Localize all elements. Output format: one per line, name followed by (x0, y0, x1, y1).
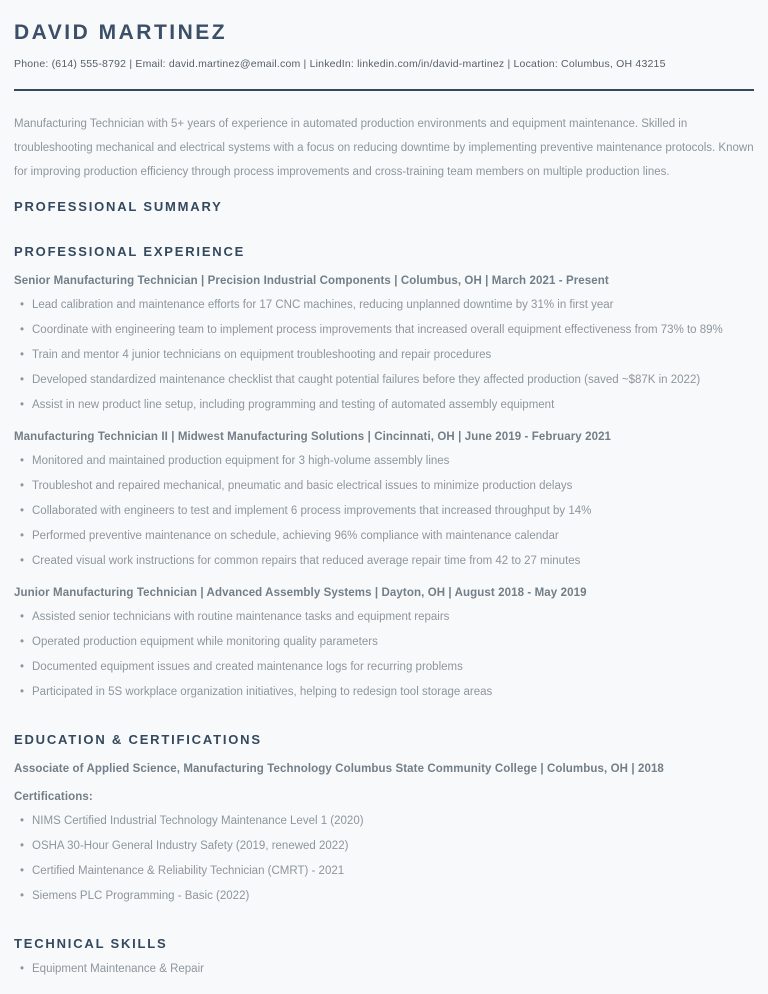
job-title-senior-manufacturing-technician: Senior Manufacturing Technician | Precision Industrial Components | Columbus, OH | March 2021 - Present (14, 275, 609, 287)
job-title-manufacturing-technician-ii: Manufacturing Technician II | Midwest Manufacturing Solutions | Cincinnati, OH | June 2019 - February 2021 (14, 431, 612, 443)
summary-paragraph: Manufacturing Technician with 5+ years of experience in automated production environments and equipment maintenance. Skilled in troubleshooting mechanical and electrical systems with a focus on reducing downtime by implementing preventive maintenance protocols. Known for improving production efficiency through process improvements and cross-training team members on multiple production lines. (14, 118, 754, 178)
certification-item: • Siemens PLC Programming - Basic (2022) (14, 887, 754, 906)
job-bullet: • Coordinate with engineering team to implement process improvements that increased overall equipment effectiveness from 73% to 89% (14, 321, 754, 340)
job-bullet: • Assisted senior technicians with routine maintenance tasks and equipment repairs (14, 608, 754, 627)
job-bullet: • Lead calibration and maintenance efforts for 17 CNC machines, reducing unplanned downtime by 31% in first year (14, 296, 754, 315)
skills-list (14, 960, 754, 979)
section-heading-professional-summary: PROFESSIONAL SUMMARY (14, 199, 223, 214)
job-bullet: • Documented equipment issues and created maintenance logs for recurring problems (14, 658, 754, 677)
job-bullet: • Train and mentor 4 junior technicians on equipment troubleshooting and repair procedures (14, 346, 754, 365)
job-bullet: • Operated production equipment while monitoring quality parameters (14, 633, 754, 652)
header-divider (14, 89, 754, 91)
certifications-list (14, 812, 754, 906)
certification-item: • NIMS Certified Industrial Technology Maintenance Level 1 (2020) (14, 812, 754, 831)
job-bullet: • Assist in new product line setup, including programming and testing of automated assembly equipment (14, 396, 754, 415)
education-degree: Associate of Applied Science, Manufacturing Technology Columbus State Community College | Columbus, OH | 2018 (14, 763, 664, 775)
job-bullet: • Performed preventive maintenance on schedule, achieving 96% compliance with maintenance calendar (14, 527, 754, 546)
resume-name: DAVID MARTINEZ (14, 21, 228, 44)
section-heading-education-certifications: EDUCATION & CERTIFICATIONS (14, 732, 262, 747)
job-bullet-list (14, 452, 754, 571)
experience-section (14, 275, 754, 702)
skill-item: • Equipment Maintenance & Repair (14, 960, 754, 979)
job-bullet: • Troubleshot and repaired mechanical, pneumatic and basic electrical issues to minimize production delays (14, 477, 754, 496)
section-heading-professional-experience: PROFESSIONAL EXPERIENCE (14, 244, 246, 259)
contact-info: Phone: (614) 555-8792 | Email: david.martinez@email.com | LinkedIn: linkedin.com/in/david-martinez | Location: Columbus, OH 43215 (14, 58, 666, 70)
certification-item: • OSHA 30-Hour General Industry Safety (2019, renewed 2022) (14, 837, 754, 856)
job-bullet: • Created visual work instructions for common repairs that reduced average repair time from 42 to 27 minutes (14, 552, 754, 571)
job-bullet-list (14, 608, 754, 702)
job-bullet: • Developed standardized maintenance checklist that caught potential failures before they affected production (saved ~$87K in 2022) (14, 371, 754, 390)
job-title-junior-manufacturing-technician: Junior Manufacturing Technician | Advanced Assembly Systems | Dayton, OH | August 2018 - May 2019 (14, 587, 587, 599)
certifications-label: Certifications: (14, 791, 93, 803)
job-bullet: • Collaborated with engineers to test and implement 6 process improvements that increased throughput by 14% (14, 502, 754, 521)
section-heading-technical-skills: TECHNICAL SKILLS (14, 936, 168, 951)
job-bullet: • Monitored and maintained production equipment for 3 high-volume assembly lines (14, 452, 754, 471)
job-bullet: • Participated in 5S workplace organization initiatives, helping to redesign tool storage areas (14, 683, 754, 702)
job-bullet-list (14, 296, 754, 415)
certification-item: • Certified Maintenance & Reliability Technician (CMRT) - 2021 (14, 862, 754, 881)
skills-section (14, 960, 754, 979)
education-section (14, 763, 754, 906)
